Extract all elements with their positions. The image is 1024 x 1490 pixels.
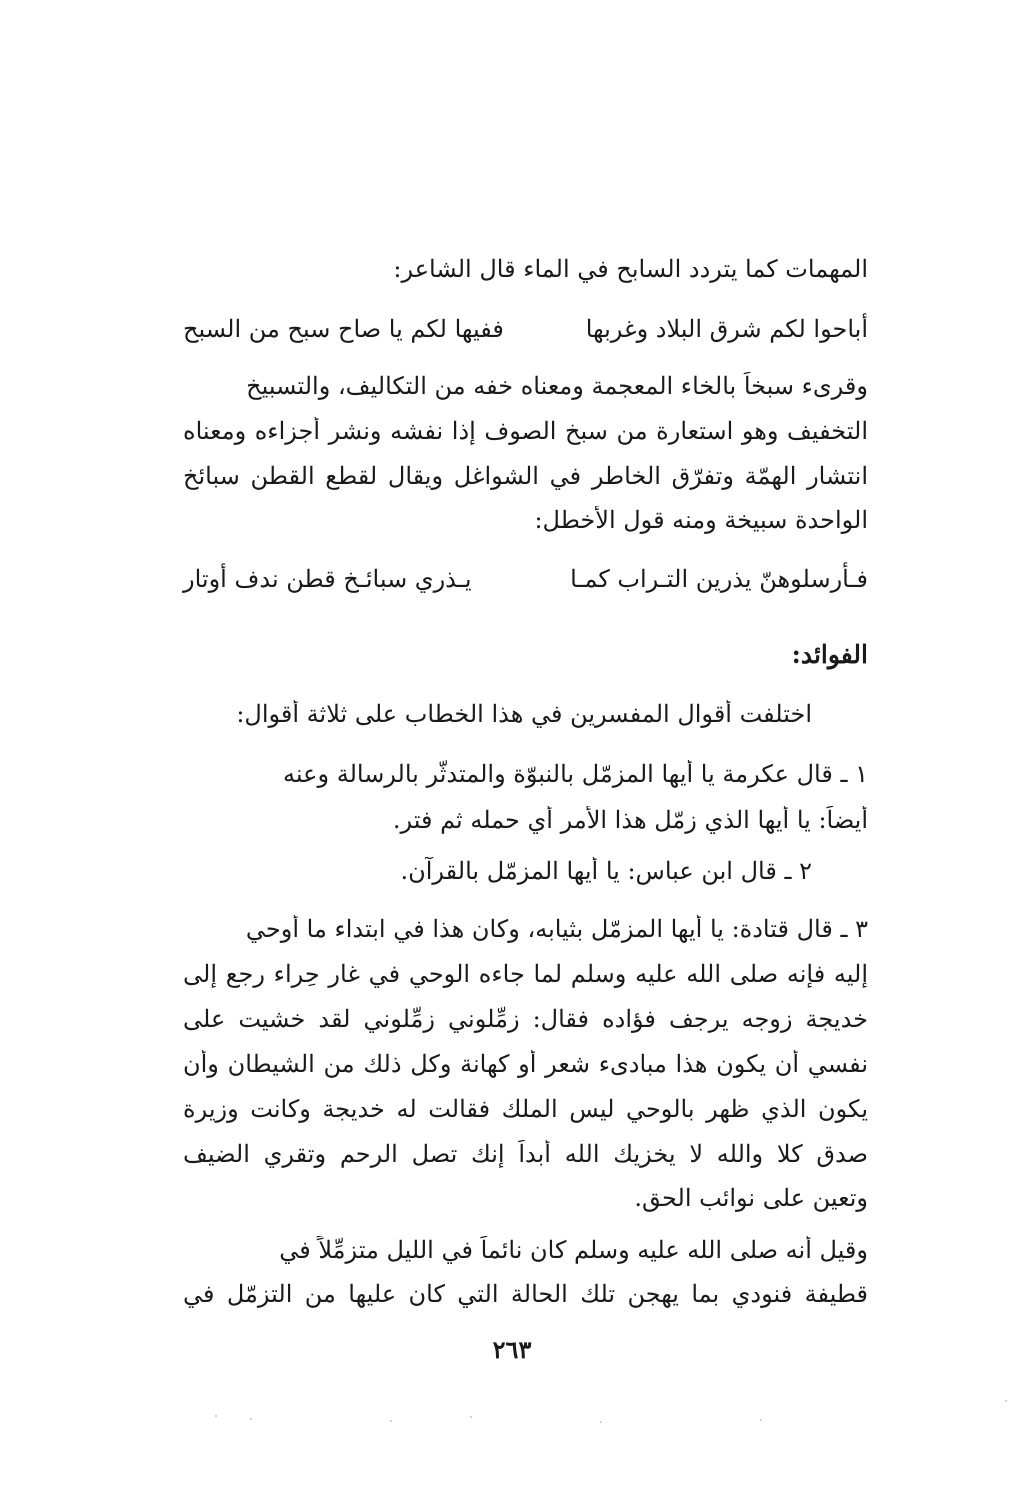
- text-line: ١ ـ قال عكرمة يا أيها المزمّل بالنبوّة والمتدثّر بالرسالة وعنه: [283, 760, 868, 788]
- scan-speck: [760, 1419, 762, 1421]
- text-line: وتعين على نوائب الحق.: [634, 1184, 868, 1212]
- text-line: أيضاً: يا أيها الذي زمّل هذا الأمر أي حمله ثم فتر.: [392, 806, 868, 834]
- verse-first-hemistich: أباحوا لكم شرق البلاد وغربها: [585, 315, 868, 343]
- text-line: قطيفة فنودي بما يهجن تلك الحالة التي كان عليها من التزمّل في: [183, 1280, 868, 1308]
- scan-speck: [250, 1418, 252, 1420]
- page-number: ٢٦٣: [492, 1335, 532, 1364]
- text-line: صدق كلا والله لا يخزيك الله أبداً إنك تصل الرحم وتقري الضيف: [183, 1140, 868, 1168]
- poetry-verse: [183, 315, 868, 343]
- scan-speck: [470, 1416, 472, 1418]
- text-line: التخفيف وهو استعارة من سبخ الصوف إذا نفشه ونشر أجزاءه ومعناه: [183, 417, 868, 445]
- text-line: نفسي أن يكون هذا مبادىء شعر أو كهانة وكل ذلك من الشيطان وأن: [183, 1050, 868, 1078]
- verse-second-hemistich: ففيها لكم يا صاح سبح من السبح: [183, 315, 504, 343]
- text-line: إليه فإنه صلى الله عليه وسلم لما جاءه الوحي في غار حِراء رجع إلى: [183, 960, 868, 988]
- text-line: الواحدة سبيخة ومنه قول الأخطل:: [534, 506, 868, 534]
- section-heading: الفوائد:: [791, 640, 868, 669]
- scan-speck: [390, 1420, 392, 1422]
- scan-speck: [600, 1421, 602, 1423]
- text-line: ٣ ـ قال قتادة: يا أيها المزمّل بثيابه، وكان هذا في ابتداء ما أُوحي: [245, 915, 868, 943]
- scan-speck: [1005, 1400, 1007, 1402]
- text-line: يكون الذي ظهر بالوحي ليس الملك فقالت له خديجة وكانت وزيرة: [183, 1095, 868, 1123]
- text-line: اختلفت أقوال المفسرين في هذا الخطاب على ثلاثة أقوال:: [236, 700, 812, 728]
- verse-first-hemistich: فـأرسلوهنّ يذرين التـراب كمـا: [570, 565, 868, 593]
- text-line: المهمات كما يتردد السابح في الماء قال الشاعر:: [393, 255, 868, 283]
- poetry-verse: [183, 565, 868, 593]
- text-line: انتشار الهمّة وتفرّق الخاطر في الشواغل ويقال لقطع القطن سبائخ: [183, 462, 868, 490]
- verse-second-hemistich: يـذري سبائـخ قطن ندف أوتار: [183, 565, 472, 593]
- text-line: ٢ ـ قال ابن عباس: يا أيها المزمّل بالقرآن.: [400, 857, 812, 885]
- text-line: وقرىء سبخاً بالخاء المعجمة ومعناه خفه من التكاليف، والتسبيخ: [246, 372, 868, 400]
- text-line: خديجة زوجه يرجف فؤاده فقال: زمِّلوني زمِّلوني لقد خشيت على: [183, 1005, 868, 1033]
- text-line: وقيل أنه صلى الله عليه وسلم كان نائماً في الليل متزمِّلاً في: [279, 1236, 868, 1264]
- scan-speck: [215, 1415, 217, 1417]
